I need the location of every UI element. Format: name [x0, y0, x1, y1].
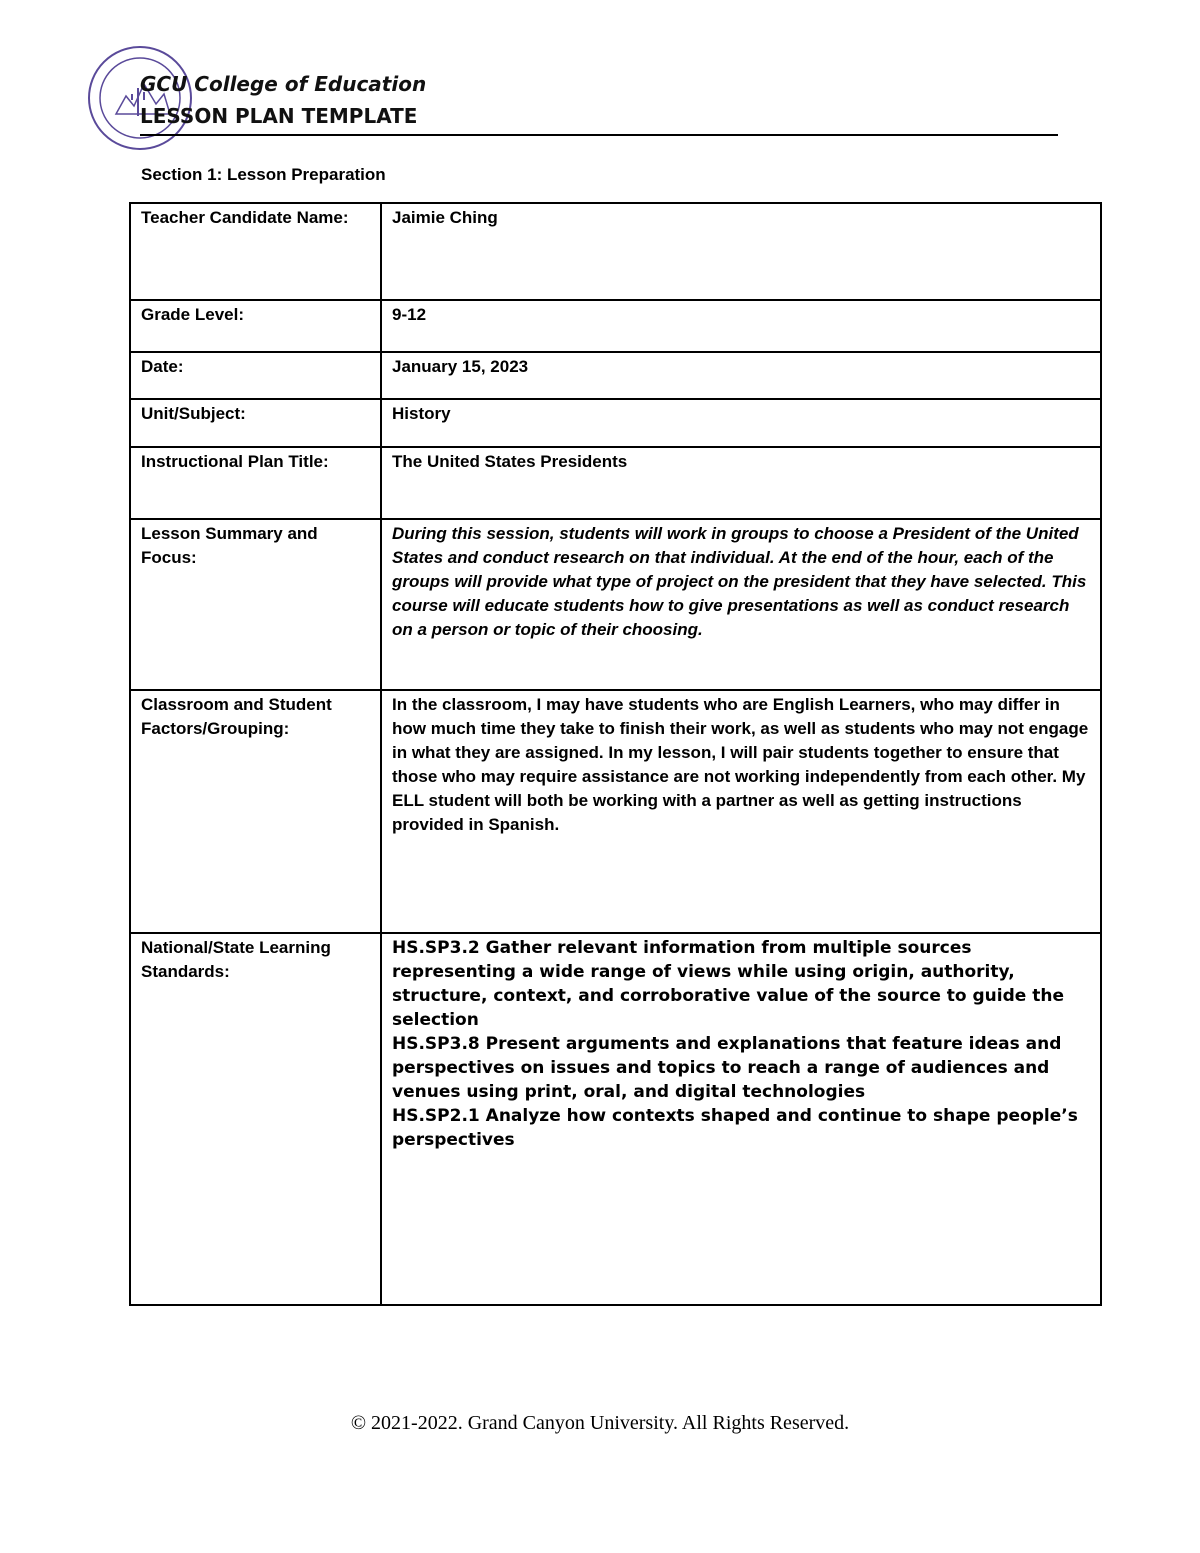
table-row — [130, 690, 1101, 933]
row-label: Classroom and Student Factors/Grouping: — [130, 690, 381, 933]
template-title: LESSON PLAN TEMPLATE — [140, 104, 418, 128]
row-label: Unit/Subject: — [130, 399, 381, 447]
table-row — [130, 300, 1101, 352]
row-value: Jaimie Ching — [381, 203, 1101, 300]
row-value: January 15, 2023 — [381, 352, 1101, 399]
row-label: Lesson Summary and Focus: — [130, 519, 381, 690]
copyright-footer: © 2021-2022. Grand Canyon University. All Rights Reserved. — [350, 1412, 850, 1434]
table-row — [130, 399, 1101, 447]
standard-item: HS.SP2.1 Analyze how contexts shaped and continue to shape people’s perspectives — [392, 1106, 1078, 1150]
standard-item: HS.SP3.2 Gather relevant information from multiple sources representing a wide range of views while using origin, authority, structure, context, and corroborative value of the source to guide the selection — [392, 938, 1064, 1030]
college-name: GCU College of Education — [140, 72, 427, 96]
standard-item: HS.SP3.8 Present arguments and explanations that feature ideas and perspectives on issues and topics to reach a range of audiences and venues using print, oral, and digital technologies — [392, 1034, 1062, 1102]
row-label: Instructional Plan Title: — [130, 447, 381, 519]
row-label: Teacher Candidate Name: — [130, 203, 381, 300]
row-value: History — [381, 399, 1101, 447]
table-row — [130, 519, 1101, 690]
row-value: The United States Presidents — [381, 447, 1101, 519]
row-label: Grade Level: — [130, 300, 381, 352]
header-rule — [140, 134, 1058, 136]
row-label: Date: — [130, 352, 381, 399]
row-value: During this session, students will work in groups to choose a President of the United States and conduct research on that individual. At the end of the hour, each of the groups will provide what type of project on the president that they have selected. This course will educate students how to give presentations as well as conduct research on a person or topic of their choosing. — [381, 519, 1101, 690]
table-row — [130, 203, 1101, 300]
table-row — [130, 352, 1101, 399]
lesson-prep-table — [129, 202, 1102, 1306]
row-value: In the classroom, I may have students who are English Learners, who may differ in how much time they take to finish their work, as well as students who may not engage in what they are assigned. In my lesson, I will pair students together to ensure that those who may require assistance are not working independently from each other. My ELL student will both be working with a partner as well as getting instructions provided in Spanish. — [381, 690, 1101, 933]
row-value: 9-12 — [381, 300, 1101, 352]
table-row — [130, 447, 1101, 519]
section-title: Section 1: Lesson Preparation — [141, 165, 386, 184]
table-row — [130, 933, 1101, 1305]
standards-list — [381, 933, 1101, 1305]
row-label: National/State Learning Standards: — [130, 933, 381, 1305]
